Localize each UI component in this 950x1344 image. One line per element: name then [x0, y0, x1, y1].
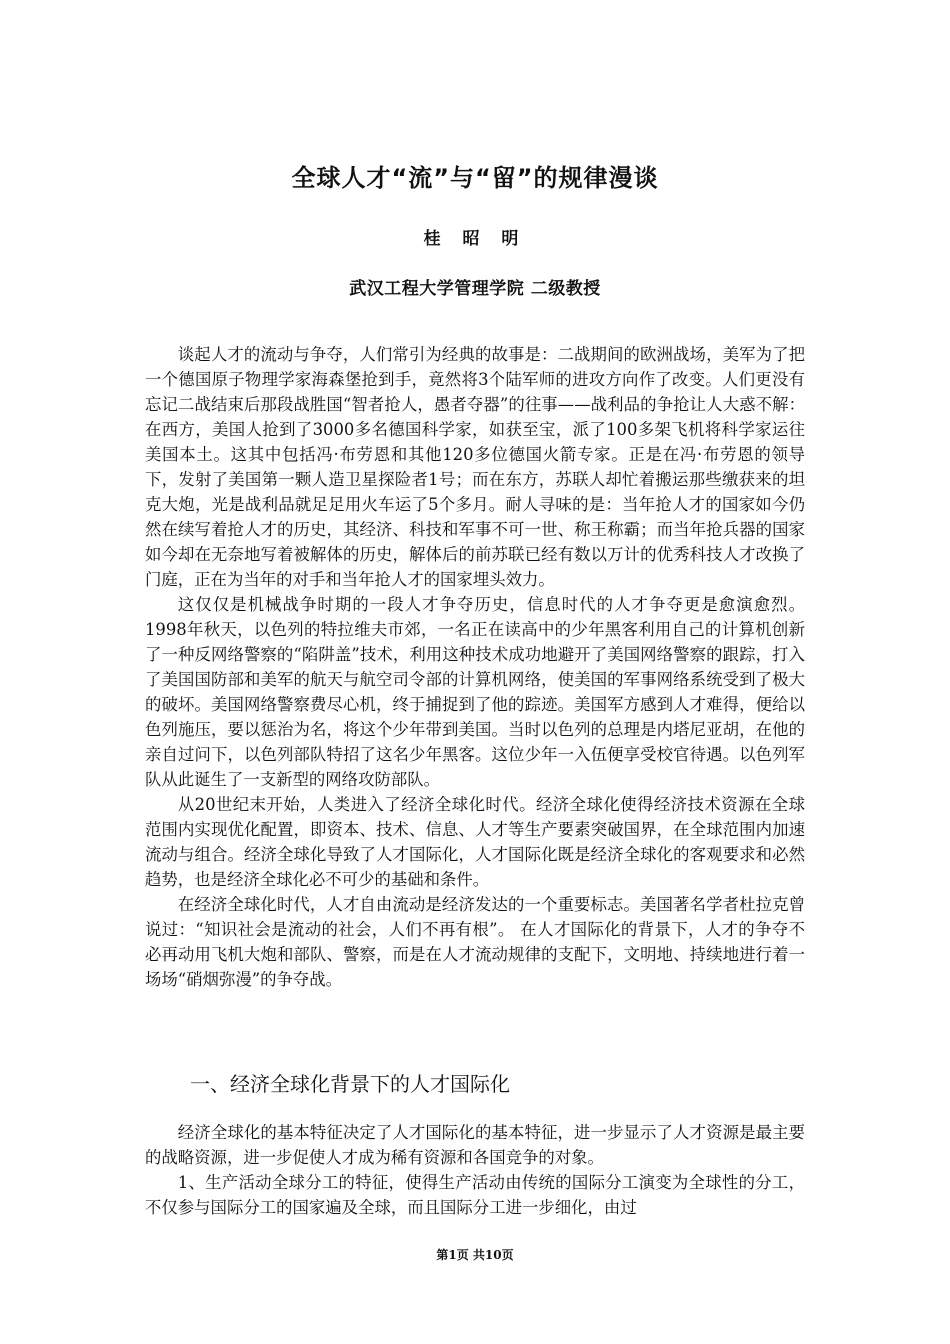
author-name: 桂 昭 明 — [423, 229, 527, 249]
paragraph: 1、生产活动全球分工的特征，使得生产活动由传统的国际分工演变为全球性的分工，不仅参与国际分工的国家遍及全球，而且国际分工进一步细化，由过 — [145, 1173, 805, 1217]
paragraph: 经济全球化的基本特征决定了人才国际化的基本特征，进一步显示了人才资源是最主要的战略资源，进一步促使人才成为稀有资源和各国竞争的对象。 — [145, 1123, 805, 1167]
author-affiliation: 武汉工程大学管理学院 二级教授 — [349, 279, 601, 299]
paragraph: 从20世纪末开始，人类进入了经济全球化时代。经济全球化使得经济技术资源在全球范围内实现优化配置，即资本、技术、信息、人才等生产要素突破国界，在全球范围内加速流动与组合。经济全球化导致了人才国际化，人才国际化既是经济全球化的客观要求和必然趋势，也是经济全球化必不可少的基础和条件。 — [145, 795, 805, 889]
intro-body — [145, 342, 805, 992]
paragraph: 谈起人才的流动与争夺，人们常引为经典的故事是：二战期间的欧洲战场，美军为了把一个德国原子物理学家海森堡抢到手，竟然将3个陆军师的进攻方向作了改变。人们更没有忘记二战结束后那段战胜国“智者抢人，愚者夺器”的往事——战利品的争抢让人大惑不解：在西方，美国人抢到了3000多名德国科学家，如获至宝，派了100多架飞机将科学家运往美国本土。这其中包括冯·布劳恩和其他120多位德国火箭专家。正是在冯·布劳恩的领导下，发射了美国第一颗人造卫星探险者1号；而在东方，苏联人却忙着搬运那些缴获来的坦克大炮，光是战利品就足足用火车运了5个多月。耐人寻味的是：当年抢人才的国家如今仍然在续写着抢人才的历史，其经济、科技和军事不可一世、称王称霸；而当年抢兵器的国家如今却在无奈地写着被解体的历史，解体后的前苏联已经有数以万计的优秀科技人才改换了门庭，正在为当年的对手和当年抢人才的国家埋头效力。 — [145, 345, 805, 589]
document-title: 全球人才“流”与“留”的规律漫谈 — [291, 164, 659, 192]
section-body — [145, 1120, 805, 1220]
section-heading: 一、经济全球化背景下的人才国际化 — [190, 1072, 510, 1096]
paragraph: 在经济全球化时代，人才自由流动是经济发达的一个重要标志。美国著名学者杜拉克曾说过：“知识社会是流动的社会，人们不再有根”。 在人才国际化的背景下，人才的争夺不必再动用飞机大炮和部队、警察，而是在人才流动规律的支配下，文明地、持续地进行着一场场“硝烟弥漫”的争夺战。 — [145, 895, 805, 989]
paragraph: 这仅仅是机械战争时期的一段人才争夺历史，信息时代的人才争夺更是愈演愈烈。1998年秋天，以色列的特拉维夫市郊，一名正在读高中的少年黑客利用自己的计算机创新了一种反网络警察的“陷阱盖”技术，利用这种技术成功地避开了美国网络警察的跟踪，打入了美国国防部和美军的航天与航空司令部的计算机网络，使美国的军事网络系统受到了极大的破坏。美国网络警察费尽心机，终于捕捉到了他的踪迹。美国军方感到人才难得，便给以色列施压，要以惩治为名，将这个少年带到美国。当时以色列的总理是内塔尼亚胡，在他的亲自过问下，以色列部队特招了这名少年黑客。这位少年一入伍便享受校官待遇。以色列军队从此诞生了一支新型的网络攻防部队。 — [145, 595, 805, 789]
page-number-footer: 第1页 共10页 — [436, 1248, 514, 1262]
